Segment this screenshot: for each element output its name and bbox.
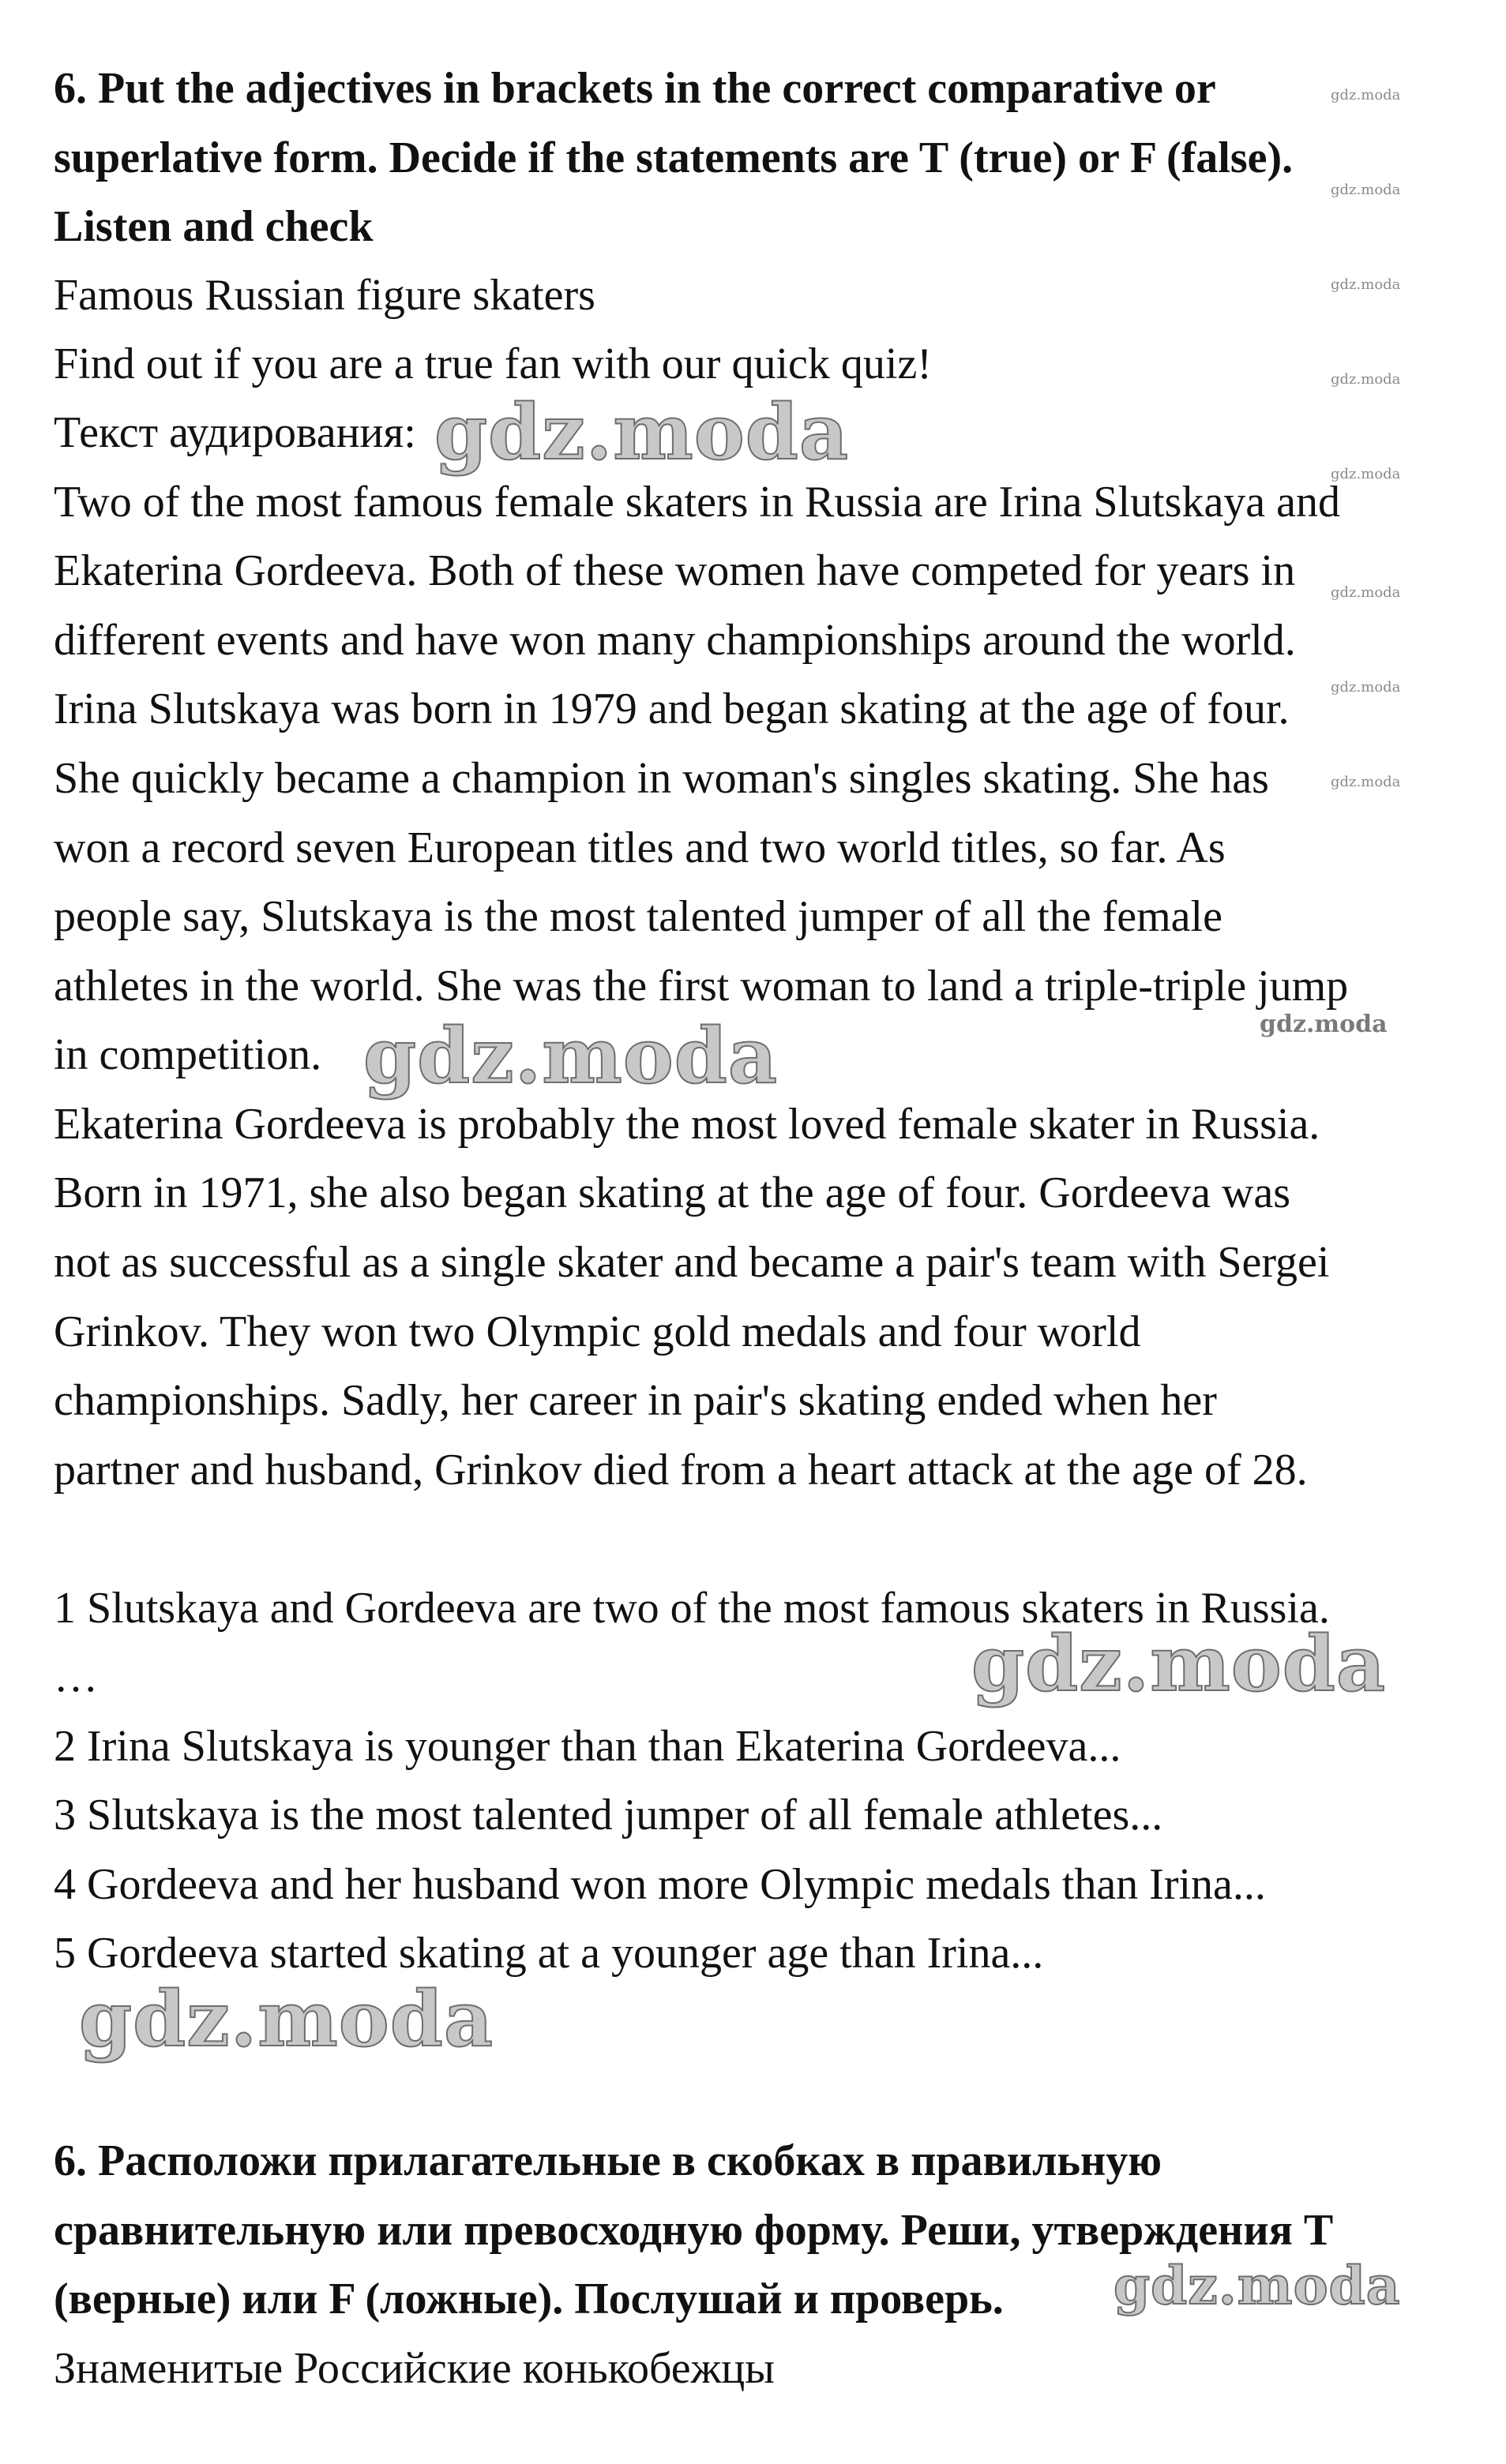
watermark-logo: gdz.moda bbox=[971, 1619, 1387, 1708]
text-subtitle: Famous Russian figure skaters bbox=[54, 271, 595, 320]
statement-item: 3 Slutskaya is the most talented jumper of all female athletes... bbox=[54, 1791, 1163, 1840]
watermark-logo: gdz.moda bbox=[1331, 276, 1401, 293]
watermark-logo: gdz.moda bbox=[434, 388, 850, 477]
statement-item: 1 Slutskaya and Gordeeva are two of the most famous skaters in Russia. bbox=[54, 1584, 1330, 1633]
passage-line: Ekaterina Gordeeva is probably the most loved female skater in Russia. bbox=[54, 1100, 1320, 1149]
exercise-heading-line: 6. Put the adjectives in brackets in the correct comparative or bbox=[54, 64, 1216, 113]
statement-item: 4 Gordeeva and her husband won more Olympic medals than Irina... bbox=[54, 1860, 1266, 1909]
passage-line: Born in 1971, she also began skating at the age of four. Gordeeva was bbox=[54, 1168, 1291, 1217]
passage-line: Ekaterina Gordeeva. Both of these women have competed for years in bbox=[54, 546, 1296, 595]
watermark-logo: gdz.moda bbox=[1331, 87, 1401, 103]
passage-line: Irina Slutskaya was born in 1979 and began skating at the age of four. bbox=[54, 684, 1290, 733]
passage-line: championships. Sadly, her career in pair's skating ended when her bbox=[54, 1376, 1217, 1425]
watermark-logo: gdz.moda bbox=[1331, 774, 1401, 790]
watermark-logo: gdz.moda bbox=[1331, 679, 1401, 696]
exercise-heading-ru-line: 6. Расположи прилагательные в скобках в правильную bbox=[54, 2136, 1162, 2185]
quiz-intro: Find out if you are a true fan with our quick quiz! bbox=[54, 339, 932, 388]
passage-line: She quickly became a champion in woman's singles skating. She has bbox=[54, 754, 1269, 803]
statement-item: 2 Irina Slutskaya is younger than than Ekaterina Gordeeva... bbox=[54, 1722, 1121, 1771]
statement-item: … bbox=[54, 1652, 98, 1701]
exercise-heading-ru-line: сравнительную или превосходную форму. Реши, утверждения T bbox=[54, 2206, 1334, 2255]
passage-line: partner and husband, Grinkov died from a heart attack at the age of 28. bbox=[54, 1446, 1308, 1495]
passage-line: people say, Slutskaya is the most talented jumper of all the female bbox=[54, 892, 1222, 941]
watermark-logo: gdz.moda bbox=[79, 1975, 494, 2064]
watermark-logo: gdz.moda bbox=[1331, 371, 1401, 388]
passage-line: won a record seven European titles and two world titles, so far. As bbox=[54, 823, 1226, 872]
text-subtitle-ru: Знаменитые Российские конькобежцы bbox=[54, 2344, 775, 2393]
watermark-logo: gdz.moda bbox=[1331, 466, 1401, 482]
exercise-heading-ru-line: (верные) или F (ложные). Послушай и проверь. bbox=[54, 2275, 1004, 2323]
passage-line: not as successful as a single skater and became a pair's team with Sergei bbox=[54, 1238, 1330, 1287]
watermark-logo: gdz.moda bbox=[363, 1011, 779, 1101]
passage-line: athletes in the world. She was the first woman to land a triple-triple jump bbox=[54, 962, 1349, 1011]
statement-item: 5 Gordeeva started skating at a younger age than Irina... bbox=[54, 1929, 1044, 1978]
exercise-heading-line: Listen and check bbox=[54, 202, 374, 251]
passage-line: Two of the most famous female skaters in Russia are Irina Slutskaya and bbox=[54, 478, 1341, 527]
watermark-logo: gdz.moda bbox=[1331, 584, 1401, 601]
passage-line: different events and have won many championships around the world. bbox=[54, 616, 1296, 665]
exercise-heading-line: superlative form. Decide if the statements are T (true) or F (false). bbox=[54, 133, 1294, 182]
listening-label: Текст аудирования: bbox=[54, 408, 416, 457]
watermark-logo: gdz.moda bbox=[1260, 1011, 1388, 1038]
passage-line: Grinkov. They won two Olympic gold medals and four world bbox=[54, 1307, 1141, 1356]
watermark-logo: gdz.moda bbox=[1114, 2255, 1401, 2316]
passage-line: in competition. bbox=[54, 1030, 322, 1079]
watermark-logo: gdz.moda bbox=[1331, 182, 1401, 198]
